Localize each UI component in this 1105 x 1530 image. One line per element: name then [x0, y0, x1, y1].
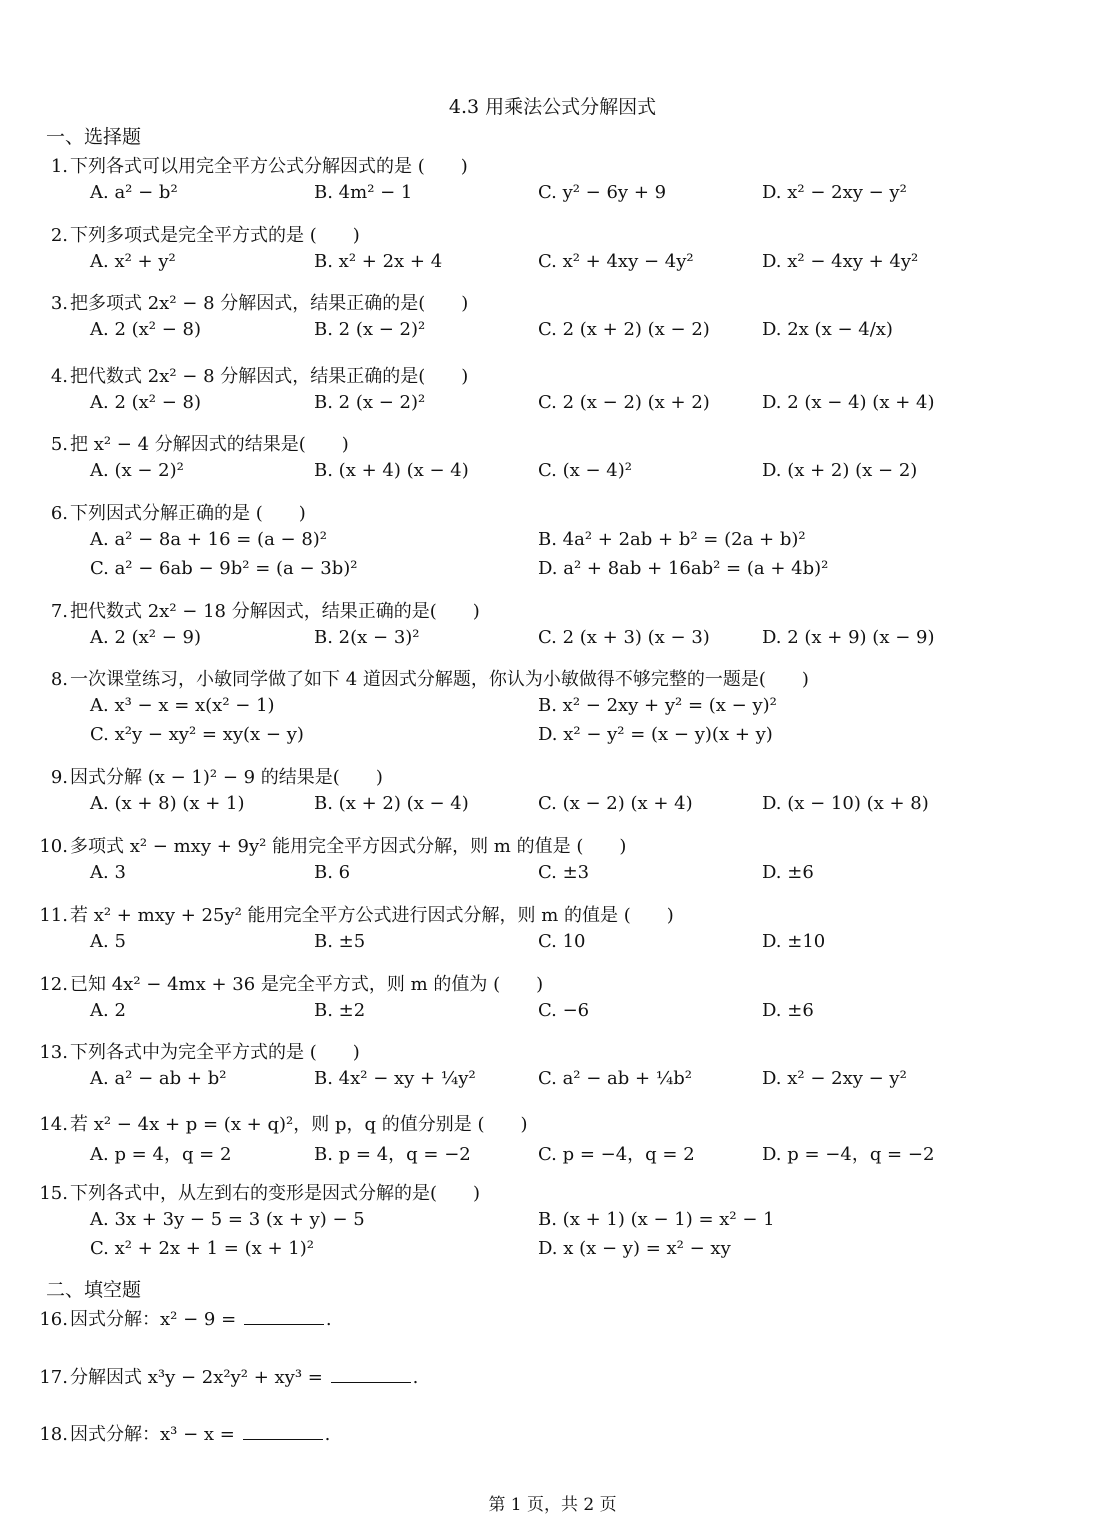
question-number: 12. [39, 974, 68, 995]
option-d[interactable]: D. ±6 [762, 862, 814, 883]
question-stem [36, 832, 626, 858]
option-d[interactable]: D. x² − y² = (x − y)(x + y) [538, 724, 773, 745]
option-c[interactable]: C. −6 [538, 1000, 590, 1021]
option-b[interactable]: B. x² − 2xy + y² = (x − y)² [538, 695, 777, 716]
question-stem [36, 597, 480, 623]
option-b[interactable]: B. (x + 1) (x − 1) = x² − 1 [538, 1209, 775, 1230]
question-number: 6. [50, 503, 68, 524]
question-text: 下列因式分解正确的是 ( ) [70, 503, 306, 524]
question-stem [36, 430, 349, 456]
answer-blank[interactable] [244, 1308, 324, 1325]
question-text: 下列多项式是完全平方式的是 ( ) [70, 225, 360, 246]
option-a[interactable]: A. (x − 2)² [90, 460, 184, 481]
option-a[interactable]: A. 2 (x² − 8) [90, 319, 202, 340]
question-number: 10. [39, 836, 68, 857]
option-c[interactable]: C. 2 (x + 2) (x − 2) [538, 319, 710, 340]
question-text: 因式分解：x³ − x = [70, 1424, 235, 1445]
section-choice-heading: 一、选择题 [46, 126, 142, 148]
question-number: 18. [39, 1424, 68, 1445]
option-a[interactable]: A. 2 (x² − 9) [90, 627, 202, 648]
option-d[interactable]: D. (x − 10) (x + 8) [762, 793, 929, 814]
option-c[interactable]: C. 10 [538, 931, 586, 952]
page-footer: 第 1 页，共 2 页 [488, 1495, 617, 1515]
question-text: 把多项式 2x² − 8 分解因式，结果正确的是( ) [70, 293, 469, 314]
option-d[interactable]: D. 2 (x − 4) (x + 4) [762, 392, 935, 413]
question-stem [36, 1179, 480, 1205]
question-stem [36, 152, 468, 178]
option-b[interactable]: B. (x + 2) (x − 4) [314, 793, 469, 814]
fill-question [36, 1305, 332, 1331]
question-stem [36, 289, 468, 315]
answer-blank[interactable] [331, 1366, 411, 1383]
question-text: 分解因式 x³y − 2x²y² + xy³ = [70, 1367, 323, 1388]
option-c[interactable]: C. x² + 2x + 1 = (x + 1)² [90, 1238, 314, 1259]
option-d[interactable]: D. a² + 8ab + 16ab² = (a + 4b)² [538, 558, 829, 579]
question-text: 把代数式 2x² − 18 分解因式，结果正确的是( ) [70, 601, 480, 622]
option-b[interactable]: B. 2 (x − 2)² [314, 319, 426, 340]
question-number: 5. [50, 434, 68, 455]
question-text: 若 x² + mxy + 25y² 能用完全平方公式进行因式分解，则 m 的值是 ( ) [70, 905, 674, 926]
option-d[interactable]: D. 2 (x + 9) (x − 9) [762, 627, 935, 648]
option-c[interactable]: C. p = −4，q = 2 [538, 1144, 695, 1165]
option-d[interactable]: D. (x + 2) (x − 2) [762, 460, 918, 481]
question-number: 17. [39, 1367, 68, 1388]
option-c[interactable]: C. (x − 2) (x + 4) [538, 793, 693, 814]
option-d[interactable]: D. p = −4，q = −2 [762, 1144, 935, 1165]
question-stem [36, 1038, 360, 1064]
question-stem [36, 901, 674, 927]
option-b[interactable]: B. 4x² − xy + ¼y² [314, 1068, 476, 1089]
question-text: 一次课堂练习，小敏同学做了如下 4 道因式分解题，你认为小敏做得不够完整的一题是( ) [70, 669, 809, 690]
option-a[interactable]: A. x² + y² [90, 251, 176, 272]
option-c[interactable]: C. x² + 4xy − 4y² [538, 251, 694, 272]
option-d[interactable]: D. ±10 [762, 931, 826, 952]
question-number: 3. [50, 293, 68, 314]
option-a[interactable]: A. 2 (x² − 8) [90, 392, 202, 413]
page-title: 4.3 用乘法公式分解因式 [448, 96, 657, 118]
question-text: 下列各式中，从左到右的变形是因式分解的是( ) [70, 1183, 481, 1204]
option-b[interactable]: B. ±2 [314, 1000, 366, 1021]
option-a[interactable]: A. a² − ab + b² [90, 1068, 227, 1089]
option-b[interactable]: B. ±5 [314, 931, 366, 952]
option-c[interactable]: C. 2 (x − 2) (x + 2) [538, 392, 710, 413]
question-number: 1. [50, 156, 68, 177]
question-number: 16. [39, 1309, 68, 1330]
option-a[interactable]: A. p = 4，q = 2 [90, 1144, 232, 1165]
option-d[interactable]: D. x² − 4xy + 4y² [762, 251, 919, 272]
option-c[interactable]: C. a² − ab + ¼b² [538, 1068, 693, 1089]
option-a[interactable]: A. (x + 8) (x + 1) [90, 793, 245, 814]
option-b[interactable]: B. 2(x − 3)² [314, 627, 420, 648]
question-stem [36, 499, 306, 525]
option-b[interactable]: B. (x + 4) (x − 4) [314, 460, 469, 481]
question-text: 下列各式中为完全平方式的是 ( ) [70, 1042, 360, 1063]
option-b[interactable]: B. p = 4，q = −2 [314, 1144, 471, 1165]
option-a[interactable]: A. 5 [90, 931, 126, 952]
question-number: 15. [39, 1183, 68, 1204]
question-text: 把代数式 2x² − 8 分解因式，结果正确的是( ) [70, 366, 469, 387]
option-b[interactable]: B. 2 (x − 2)² [314, 392, 426, 413]
section-fill-heading: 二、填空题 [46, 1279, 142, 1301]
option-c[interactable]: C. (x − 4)² [538, 460, 632, 481]
period: . [325, 1309, 332, 1330]
question-text: 多项式 x² − mxy + 9y² 能用完全平方因式分解，则 m 的值是 ( ) [70, 836, 627, 857]
option-b[interactable]: B. 4a² + 2ab + b² = (2a + b)² [538, 529, 806, 550]
option-d[interactable]: D. x² − 2xy − y² [762, 1068, 907, 1089]
question-stem [36, 221, 360, 247]
question-text: 已知 4x² − 4mx + 36 是完全平方式，则 m 的值为 ( ) [70, 974, 544, 995]
question-text: 下列各式可以用完全平方公式分解因式的是 ( ) [70, 156, 468, 177]
question-stem [36, 1110, 528, 1136]
option-c[interactable]: C. x²y − xy² = xy(x − y) [90, 724, 304, 745]
option-b[interactable]: B. 4m² − 1 [314, 182, 413, 203]
option-a[interactable]: A. a² − b² [90, 182, 178, 203]
fill-question [36, 1363, 418, 1389]
option-a[interactable]: A. a² − 8a + 16 = (a − 8)² [90, 529, 328, 550]
question-number: 13. [39, 1042, 68, 1063]
option-c[interactable]: C. y² − 6y + 9 [538, 182, 667, 203]
option-b[interactable]: B. 6 [314, 862, 351, 883]
question-stem [36, 970, 543, 996]
option-c[interactable]: C. a² − 6ab − 9b² = (a − 3b)² [90, 558, 358, 579]
option-a[interactable]: A. 3x + 3y − 5 = 3 (x + y) − 5 [90, 1209, 365, 1230]
question-text: 把 x² − 4 分解因式的结果是( ) [70, 434, 349, 455]
question-number: 7. [50, 601, 68, 622]
option-d[interactable]: D. 2x (x − 4/x) [762, 319, 893, 340]
option-a[interactable]: A. x³ − x = x(x² − 1) [90, 695, 275, 716]
option-d[interactable]: D. ±6 [762, 1000, 814, 1021]
option-c[interactable]: C. 2 (x + 3) (x − 3) [538, 627, 710, 648]
question-stem [36, 665, 809, 691]
question-number: 11. [39, 905, 68, 926]
option-a[interactable]: A. 3 [90, 862, 126, 883]
question-number: 9. [50, 767, 68, 788]
question-number: 14. [39, 1114, 68, 1135]
option-d[interactable]: D. x² − 2xy − y² [762, 182, 907, 203]
option-b[interactable]: B. x² + 2x + 4 [314, 251, 443, 272]
fill-question [36, 1420, 330, 1446]
answer-blank[interactable] [243, 1423, 323, 1440]
period: . [412, 1367, 419, 1388]
option-d[interactable]: D. x (x − y) = x² − xy [538, 1238, 731, 1259]
question-text: 因式分解：x² − 9 = [70, 1309, 237, 1330]
question-number: 4. [50, 366, 68, 387]
question-stem [36, 763, 383, 789]
question-number: 8. [50, 669, 68, 690]
option-a[interactable]: A. 2 [90, 1000, 126, 1021]
question-stem [36, 362, 468, 388]
period: . [324, 1424, 331, 1445]
question-text: 因式分解 (x − 1)² − 9 的结果是( ) [70, 767, 383, 788]
option-c[interactable]: C. ±3 [538, 862, 590, 883]
question-text: 若 x² − 4x + p = (x + q)²，则 p，q 的值分别是 ( ) [70, 1114, 528, 1135]
question-number: 2. [50, 225, 68, 246]
